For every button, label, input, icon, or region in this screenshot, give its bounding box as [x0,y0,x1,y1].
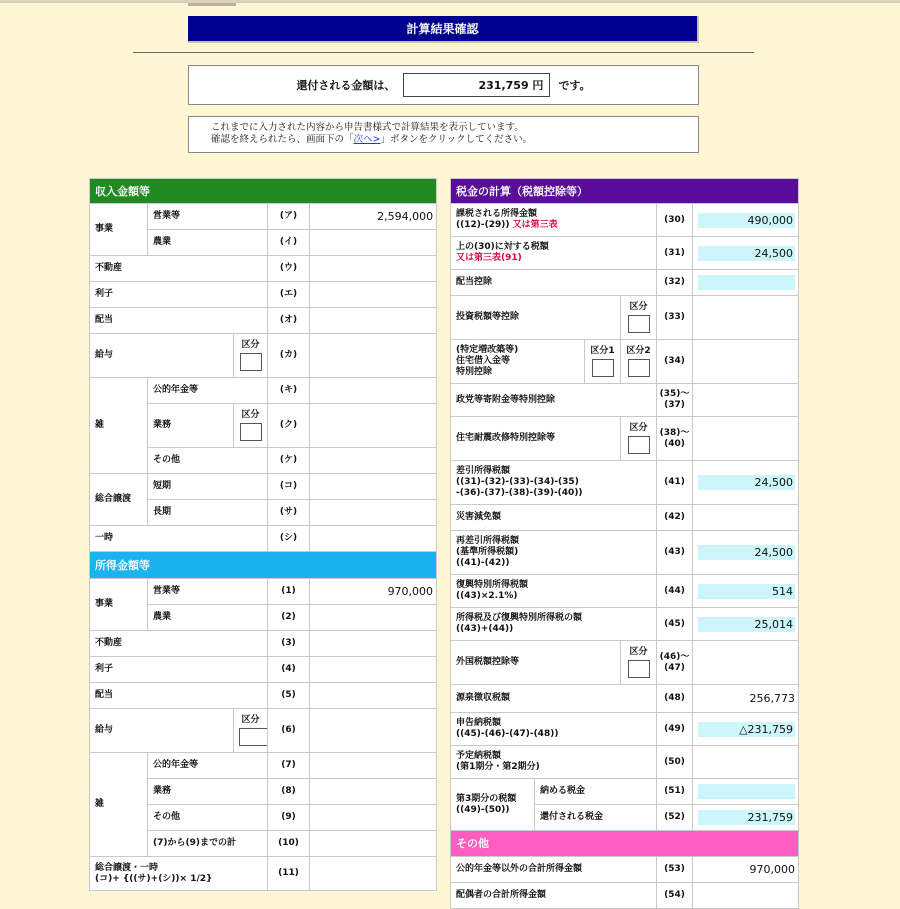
title-separator [133,52,754,53]
r30-line-a: 課税される所得金額 [456,209,538,219]
other-row-53-label: 公的年金等以外の合計所得金額 [451,857,657,883]
shotoku-value-10 [310,831,437,857]
shotoku-gyomu-label: 業務 [148,779,268,805]
kubun-box [628,660,650,678]
shotoku-haito-label: 配当 [90,683,268,709]
r43-line-c: ((41)-(42)) [456,558,510,568]
sogo-line-1: 総合譲渡・一時 [95,862,159,873]
tax-value-51 [693,779,799,805]
shotoku-num-9: (9) [268,805,310,831]
tax-num-46 [657,641,693,685]
r50-line-b: (第1期分・第2期分) [456,762,540,772]
tax-value-30-fill: 490,000 [698,213,795,228]
tax-row-31-label [451,237,657,270]
tax-row-30-label [451,204,657,237]
income-haito-label: 配当 [90,308,268,334]
tax-46-kubun [621,641,657,685]
income-num-ko: (コ) [268,474,310,500]
r41-line-a: 差引所得税額 [456,466,511,476]
income-value-o [310,308,437,334]
other-header: その他 [451,831,799,857]
kubun-label: 区分 [241,715,260,725]
tax-value-52-fill: 231,759 [698,810,795,825]
shotoku-jigyo-label: 事業 [90,579,148,631]
income-nenkin-label: 公的年金等 [148,378,268,404]
tax-value-43-fill: 24,500 [698,545,795,560]
message-post: 」ボタンをクリックしてください。 [380,134,533,145]
tax-value-46 [693,641,799,685]
shotoku-sogo-label [90,857,268,891]
tax-value-44 [693,575,799,608]
tax-num-34: (34) [657,340,693,384]
tax-num-43: (43) [657,531,693,575]
n38: (38)〜 [659,427,690,438]
tax-kanpu-label: 還付される税金 [535,805,657,831]
income-value-ki [310,378,437,404]
income-table [89,178,437,891]
other-num-53: (53) [657,857,693,883]
refund-prefix: 還付される金額は、 [296,79,396,92]
shotoku-eigyo-label: 営業等 [148,579,268,605]
shotoku-num-7: (7) [268,753,310,779]
r50-line-a: 予定納税額 [456,751,502,761]
r45-line-b: ((43)+(44)) [456,624,514,634]
r30-line-b: ((12)-(29)) [456,220,510,230]
income-num-shi: (シ) [268,526,310,552]
top-rule [0,0,900,3]
kubun-box [240,353,262,371]
r44-line-a: 復興特別所得税額 [456,580,529,590]
tax-row-32-label: 配当控除 [451,270,657,296]
shotoku-kyuyo-kubun [234,709,268,753]
income-rishi-label: 利子 [90,282,268,308]
tax-row-35-label: 政党等寄附金等特別控除 [451,384,657,417]
tax-row-44-label [451,575,657,608]
tax-row-48-label: 源泉徴収税額 [451,685,657,713]
tax-num-33: (33) [657,296,693,340]
tax-num-48: (48) [657,685,693,713]
r34-line-b: 住宅借入金等 [456,356,511,366]
income-kyuyo-kubun [234,334,268,378]
tax-num-31: (31) [657,237,693,270]
income-fudosan-label: 不動産 [90,256,268,282]
income-sonota-label: その他 [148,448,268,474]
page-title: 計算結果確認 [188,16,699,43]
tax-num-49: (49) [657,713,693,746]
kubun-label: 区分 [629,302,648,312]
shotoku-value-2 [310,605,437,631]
tax-value-34 [693,340,799,384]
tax-value-49 [693,713,799,746]
r51-line-a: 第3期分の税額 [456,793,517,804]
income-num-e: (エ) [268,282,310,308]
tax-value-43 [693,531,799,575]
shotoku-num-6: (6) [268,709,310,753]
shotoku-num-4: (4) [268,657,310,683]
tax-num-51: (51) [657,779,693,805]
r41-line-b: ((31)-(32)-(33)-(34)-(35) [456,477,579,487]
tax-row-33-label: 投資税額等控除 [451,296,621,340]
other-num-54: (54) [657,883,693,909]
r43-line-b: (基準所得税額) [456,547,519,557]
shotoku-kyuyo-label: 給与 [90,709,234,753]
other-value-53: 970,000 [693,857,799,883]
shotoku-rishi-label: 利子 [90,657,268,683]
tax-value-31-fill: 24,500 [698,246,795,261]
shotoku-num-11: (11) [268,857,310,891]
income-value-a: 2,594,000 [310,204,437,230]
kubun-box [239,728,268,746]
shotoku-value-9 [310,805,437,831]
tax-value-45 [693,608,799,641]
shotoku-value-5 [310,683,437,709]
income-value-sa [310,500,437,526]
tax-value-32-fill [698,275,795,290]
tax-nameru-label: 納める税金 [535,779,657,805]
income-num-sa: (サ) [268,500,310,526]
shotoku-value-6 [310,709,437,753]
income-value-shi [310,526,437,552]
shotoku-kei-label: (7)から(9)までの計 [148,831,268,857]
other-value-54 [693,883,799,909]
tax-num-30: (30) [657,204,693,237]
income-gyomu-label: 業務 [148,404,234,448]
r31-red: 又は第三表(91) [456,253,522,263]
shotoku-num-2: (2) [268,605,310,631]
r43-line-a: 再差引所得税額 [456,536,520,546]
kubun-box [628,315,650,333]
income-nogyo-label: 農業 [148,230,268,256]
kubun-box [240,423,262,441]
income-num-ka: (カ) [268,334,310,378]
tax-row-49-label [451,713,657,746]
income-choki-label: 長期 [148,500,268,526]
n46: (46)〜 [659,651,690,662]
r31-line-a: 上の(30)に対する税額 [456,242,549,252]
message-line-1: これまでに入力された内容から申告書様式で計算結果を表示しています。 [211,122,524,133]
tax-num-41: (41) [657,461,693,505]
tax-row-42-label: 災害減免額 [451,505,657,531]
n40: (40) [664,438,685,449]
income-header: 収入金額等 [90,179,437,204]
refund-amount: 231,759 円 [403,73,550,97]
r51-line-b: ((49)-(50)) [456,804,510,815]
shotoku-zatsu-label: 雑 [90,753,148,857]
income-num-a: (ア) [268,204,310,230]
income-value-ke [310,448,437,474]
message-pre: 確認を終えられたら、画面下の「 [211,134,354,145]
tax-num-35 [657,384,693,417]
r44-line-b: ((43)×2.1%) [456,591,518,601]
shotoku-value-7 [310,753,437,779]
income-value-ka [310,334,437,378]
tax-table [450,178,799,909]
income-value-u [310,256,437,282]
tax-value-30 [693,204,799,237]
income-num-ku: (ク) [268,404,310,448]
income-ichiji-label: 一時 [90,526,268,552]
tax-row-51-label [451,779,535,831]
income-num-ki: (キ) [268,378,310,404]
r41-line-c: -(36)-(37)-(38)-(39)-(40)) [456,488,583,498]
shotoku-num-1: (1) [268,579,310,605]
tax-row-38-label: 住宅耐震改修特別控除等 [451,417,621,461]
tax-value-38 [693,417,799,461]
shotoku-value-3 [310,631,437,657]
tax-num-45: (45) [657,608,693,641]
tax-value-41-fill: 24,500 [698,475,795,490]
r45-line-a: 所得税及び復興特別所得税の額 [456,613,583,623]
shotoku-value-4 [310,657,437,683]
tax-num-44: (44) [657,575,693,608]
tax-row-45-label [451,608,657,641]
tax-value-49-fill: △231,759 [698,722,795,737]
next-link[interactable]: 次へ> [353,134,381,145]
r34-line-c: 特別控除 [456,367,493,377]
shotoku-value-1: 970,000 [310,579,437,605]
kubun-label: 区分 [241,340,260,350]
shotoku-num-8: (8) [268,779,310,805]
tax-value-44-fill: 514 [698,584,795,599]
tax-34-kubun1 [585,340,621,384]
tax-value-33 [693,296,799,340]
tax-header: 税金の計算（税額控除等） [451,179,799,204]
shotoku-fudosan-label: 不動産 [90,631,268,657]
income-value-i [310,230,437,256]
income-gyomu-kubun [234,404,268,448]
kubun-box [628,436,650,454]
tax-value-45-fill: 25,014 [698,617,795,632]
income-eigyo-label: 営業等 [148,204,268,230]
tax-row-41-label [451,461,657,505]
kubun-label: 区分 [629,423,648,433]
tax-value-42 [693,505,799,531]
n47: (47) [664,662,685,673]
tax-row-46-label: 外国税額控除等 [451,641,621,685]
tax-value-32 [693,270,799,296]
income-value-ko [310,474,437,500]
income-sogo-label: 総合譲渡 [90,474,148,526]
message-line-2 [211,134,698,146]
shotoku-value-11 [310,857,437,891]
tax-num-52: (52) [657,805,693,831]
tax-38-kubun [621,417,657,461]
tax-row-50-label [451,746,657,779]
tax-33-kubun [621,296,657,340]
tax-num-42: (42) [657,505,693,531]
kubun2-label: 区分2 [626,346,651,356]
other-row-54-label: 配偶者の合計所得金額 [451,883,657,909]
shotoku-num-5: (5) [268,683,310,709]
instruction-message [188,116,699,153]
tax-34-kubun2 [621,340,657,384]
tax-value-48: 256,773 [693,685,799,713]
top-tab [188,3,236,6]
tax-value-52 [693,805,799,831]
r34-line-a: (特定増改築等) [456,345,519,355]
refund-suffix: です。 [558,79,591,92]
shotoku-sonota-label: その他 [148,805,268,831]
tax-value-35 [693,384,799,417]
r30-red: 又は第三表 [512,220,558,230]
r49-line-a: 申告納税額 [456,718,502,728]
kubun1-box [592,359,614,377]
kubun-label: 区分 [629,647,648,657]
sogo-line-2: (コ)+ {((サ)+(シ))× 1/2} [95,873,213,884]
kubun1-label: 区分1 [590,346,615,356]
income-tanki-label: 短期 [148,474,268,500]
tax-num-32: (32) [657,270,693,296]
income-num-i: (イ) [268,230,310,256]
r49-line-b: ((45)-(46)-(47)-(48)) [456,729,559,739]
income-kyuyo-label: 給与 [90,334,234,378]
income-value-ku [310,404,437,448]
income-num-ke: (ケ) [268,448,310,474]
kubun2-box [628,359,650,377]
income-jigyo-label: 事業 [90,204,148,256]
shotoku-header: 所得金額等 [90,552,437,579]
income-value-e [310,282,437,308]
tax-value-51-fill [698,784,795,799]
shotoku-nenkin-label: 公的年金等 [148,753,268,779]
tax-num-38 [657,417,693,461]
tax-row-34-label [451,340,585,384]
n35: (35)〜 [659,389,690,399]
shotoku-nogyo-label: 農業 [148,605,268,631]
tax-row-43-label [451,531,657,575]
shotoku-value-8 [310,779,437,805]
tax-num-50: (50) [657,746,693,779]
income-zatsu-label: 雑 [90,378,148,474]
kubun-label: 区分 [241,410,260,420]
tax-value-31 [693,237,799,270]
refund-summary [188,65,699,105]
tax-value-41 [693,461,799,505]
n37: (37) [664,400,685,410]
income-num-u: (ウ) [268,256,310,282]
income-num-o: (オ) [268,308,310,334]
shotoku-num-10: (10) [268,831,310,857]
tax-value-50 [693,746,799,779]
shotoku-num-3: (3) [268,631,310,657]
